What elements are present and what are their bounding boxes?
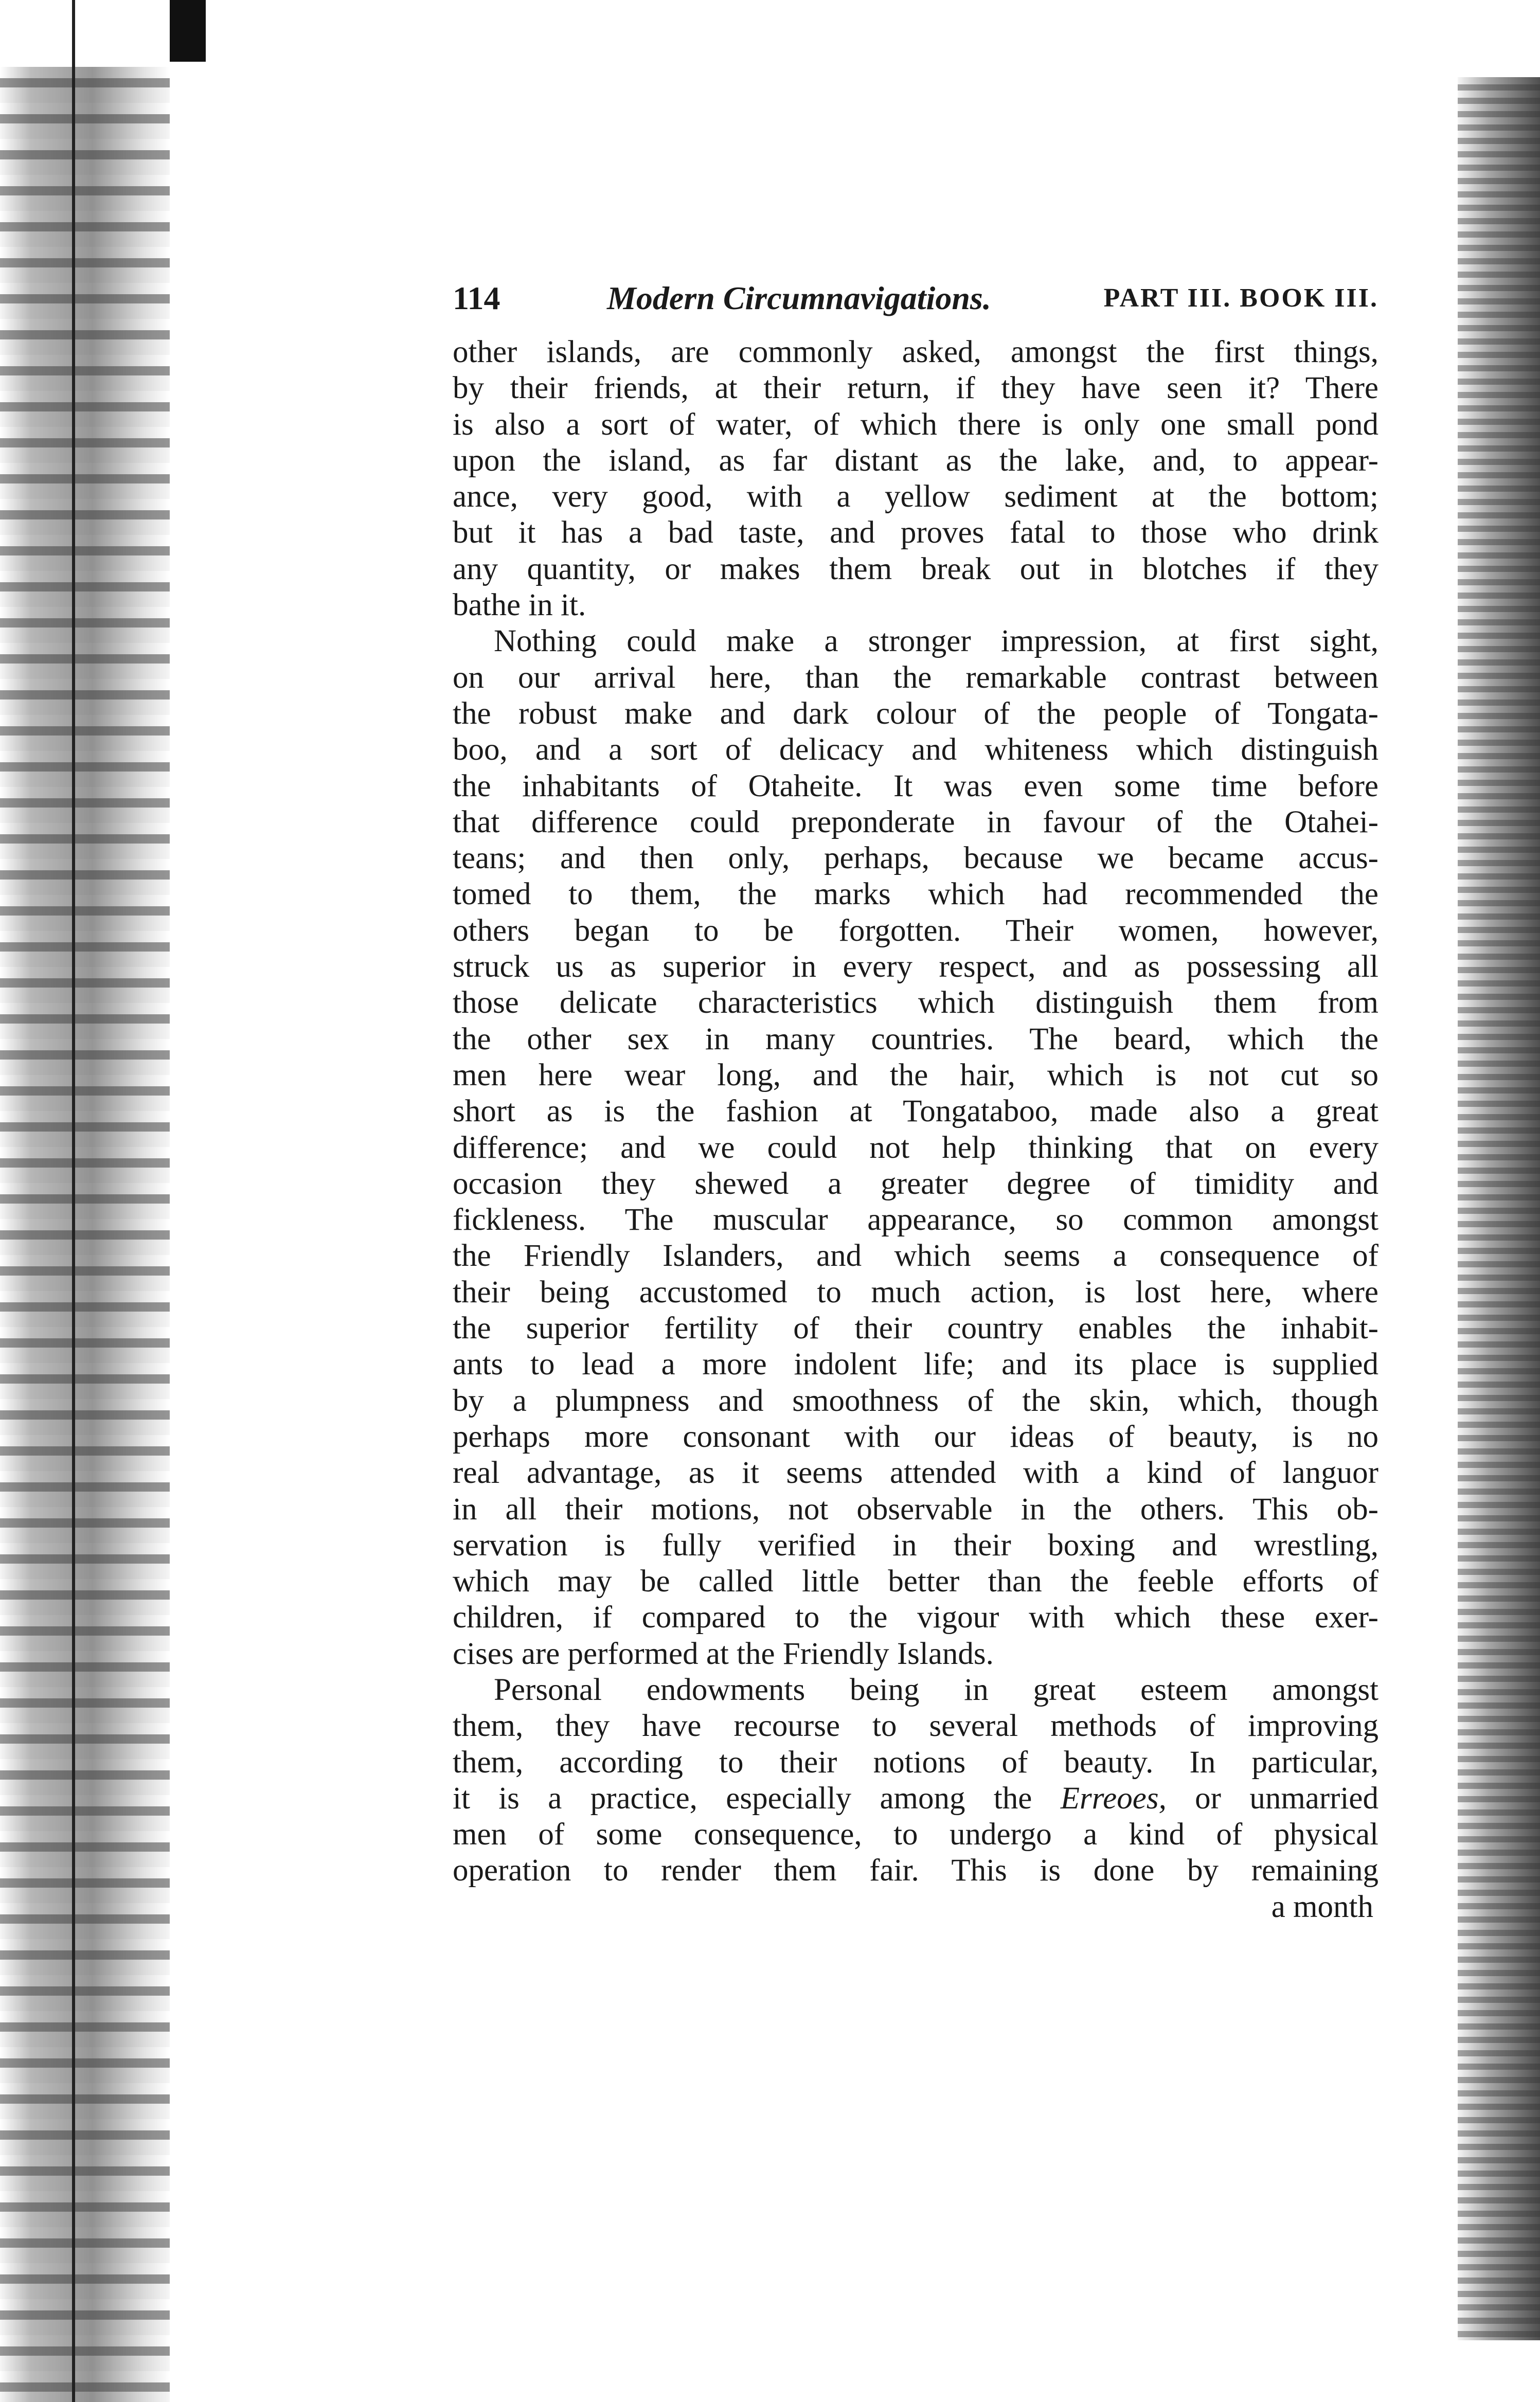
text-line: them, they have recourse to several methods of improving [453, 1709, 1378, 1744]
text-line: by their friends, at their return, if they have seen it? There [453, 371, 1378, 406]
text-line: the other sex in many countries. The beard, which the [453, 1021, 1378, 1056]
text-line: the inhabitants of Otaheite. It was even some time before [453, 768, 1378, 803]
text-line: real advantage, as it seems attended with a kind of languor [453, 1456, 1378, 1491]
text-line: Nothing could make a stronger impression, at first sight, [494, 624, 1378, 659]
text-line: others began to be forgotten. Their women, however, [453, 913, 1378, 948]
text-line: struck us as superior in every respect, and as possessing all [453, 949, 1378, 984]
text-line: which may be called little better than the feeble efforts of [453, 1564, 1378, 1599]
text-line: other islands, are commonly asked, amongst the first things, [453, 335, 1378, 369]
italic-term: Erreoes, [1060, 1781, 1167, 1816]
text-line: the Friendly Islanders, and which seems a consequence of [453, 1239, 1378, 1274]
text-line: in all their motions, not observable in the others. This ob- [453, 1492, 1378, 1527]
paragraph [453, 1672, 1378, 1889]
running-title: Modern Circumnavigations. [607, 280, 991, 316]
text-line: on our arrival here, than the remarkable contrast between [453, 660, 1378, 695]
text-line: tomed to them, the marks which had recommended the [453, 877, 1378, 912]
text-line: Personal endowments being in great esteem amongst [494, 1672, 1378, 1707]
text-line: teans; and then only, perhaps, because we became accus- [453, 841, 1378, 876]
text-segment: it is a practice, especially among the [453, 1781, 1061, 1816]
text-line: short as is the fashion at Tongataboo, made also a great [453, 1094, 1378, 1129]
text-line: cises are performed at the Friendly Islands. [453, 1636, 994, 1671]
body-text [453, 334, 1378, 1925]
text-line: any quantity, or makes them break out in blotches if they [453, 551, 1378, 586]
text-line: is also a sort of water, of which there is only one small pond [453, 407, 1378, 442]
text-line: bathe in it. [453, 588, 586, 623]
scan-edge-left [0, 67, 170, 2402]
text-line: men here wear long, and the hair, which is not cut so [453, 1057, 1378, 1092]
text-line: those delicate characteristics which distinguish them from [453, 985, 1378, 1020]
text-line: fickleness. The muscular appearance, so common amongst [453, 1203, 1378, 1238]
text-line: them, according to their notions of beauty. In particular, [453, 1745, 1378, 1780]
text-line: the robust make and dark colour of the people of Tongata- [453, 696, 1378, 731]
text-line: ance, very good, with a yellow sediment at the bottom; [453, 479, 1378, 514]
text-line-mixed [453, 1781, 1378, 1817]
paragraph [453, 623, 1378, 1672]
text-line: but it has a bad taste, and proves fatal to those who drink [453, 515, 1378, 550]
text-line: by a plumpness and smoothness of the skin, which, though [453, 1383, 1378, 1418]
text-line: children, if compared to the vigour with which these exer- [453, 1600, 1378, 1635]
paragraph [453, 334, 1378, 623]
text-line: that difference could preponderate in favour of the Otahei- [453, 804, 1378, 839]
book-page [453, 273, 1378, 1925]
text-line: their being accustomed to much action, is lost here, where [453, 1275, 1378, 1310]
text-line: upon the island, as far distant as the lake, and, to appear- [453, 443, 1378, 478]
page-number: 114 [453, 280, 500, 316]
text-line: occasion they shewed a greater degree of timidity and [453, 1166, 1378, 1201]
text-line: men of some consequence, to undergo a kind of physical [453, 1817, 1378, 1852]
text-line: the superior fertility of their country enables the inhabit- [453, 1311, 1378, 1346]
scan-edge-tab [170, 0, 206, 62]
scan-edge-right [1458, 77, 1540, 2340]
scan-edge-bar [72, 0, 75, 2402]
text-line: difference; and we could not help thinking that on every [453, 1130, 1378, 1165]
text-line: ants to lead a more indolent life; and its place is supplied [453, 1347, 1378, 1382]
section-reference: PART III. BOOK III. [1103, 283, 1378, 313]
text-line: operation to render them fair. This is done by remaining [453, 1853, 1378, 1888]
text-line: servation is fully verified in their boxing and wrestling, [453, 1528, 1378, 1563]
running-head [453, 273, 1378, 324]
text-segment: or unmarried [1166, 1781, 1378, 1816]
text-line: boo, and a sort of delicacy and whiteness which distinguish [453, 732, 1378, 767]
text-line: perhaps more consonant with our ideas of beauty, is no [453, 1419, 1378, 1454]
catchword: a month [1271, 1889, 1373, 1924]
